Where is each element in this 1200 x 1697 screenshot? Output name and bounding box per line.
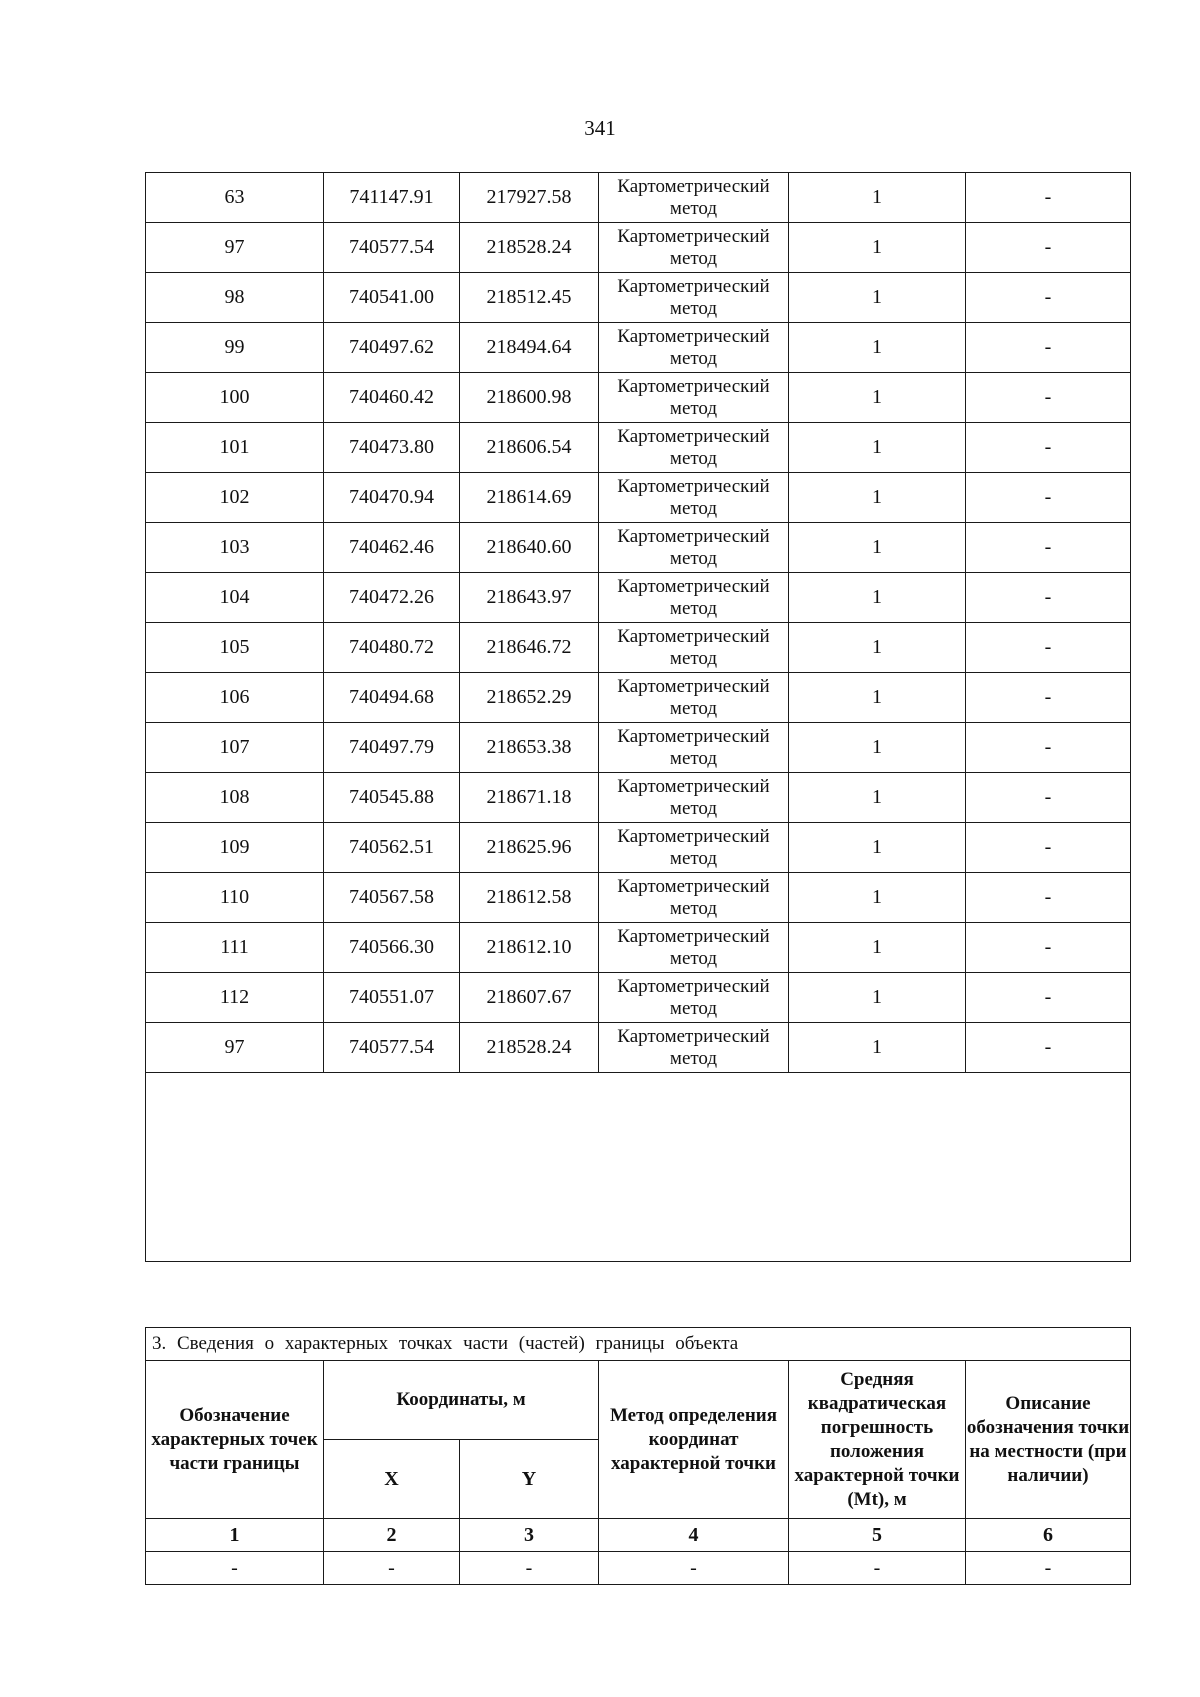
- table-row: [146, 923, 1131, 973]
- coordinate-table-body: [146, 173, 1131, 1262]
- description-cell: -: [966, 923, 1131, 973]
- x-coordinate-cell: 740472.26: [324, 573, 460, 623]
- description-cell: -: [966, 323, 1131, 373]
- column-number: 1: [146, 1519, 324, 1552]
- x-coordinate-cell: 740545.88: [324, 773, 460, 823]
- point-cell: 101: [146, 423, 324, 473]
- point-cell: 108: [146, 773, 324, 823]
- method-cell: Картометрический метод: [599, 323, 789, 373]
- method-cell: Картометрический метод: [599, 273, 789, 323]
- y-coordinate-cell: 218612.10: [460, 923, 599, 973]
- table-row: [146, 223, 1131, 273]
- table-row: [146, 373, 1131, 423]
- table-row: [146, 173, 1131, 223]
- accuracy-cell: 1: [789, 823, 966, 873]
- accuracy-cell: 1: [789, 223, 966, 273]
- y-coordinate-cell: 218640.60: [460, 523, 599, 573]
- x-coordinate-cell: 740497.79: [324, 723, 460, 773]
- x-coordinate-cell: 740577.54: [324, 1023, 460, 1073]
- page-number: 341: [584, 116, 616, 140]
- y-coordinate-cell: 218646.72: [460, 623, 599, 673]
- point-cell: 97: [146, 223, 324, 273]
- description-cell: -: [966, 723, 1131, 773]
- y-coordinate-cell: 217927.58: [460, 173, 599, 223]
- empty-cell: -: [146, 1552, 324, 1585]
- method-cell: Картометрический метод: [599, 873, 789, 923]
- method-cell: Картометрический метод: [599, 773, 789, 823]
- accuracy-cell: 1: [789, 323, 966, 373]
- accuracy-cell: 1: [789, 773, 966, 823]
- method-cell: Картометрический метод: [599, 473, 789, 523]
- y-coordinate-cell: 218653.38: [460, 723, 599, 773]
- column-number: 5: [789, 1519, 966, 1552]
- y-coordinate-cell: 218643.97: [460, 573, 599, 623]
- point-cell: 111: [146, 923, 324, 973]
- description-cell: -: [966, 773, 1131, 823]
- method-cell: Картометрический метод: [599, 1023, 789, 1073]
- y-coordinate-cell: 218494.64: [460, 323, 599, 373]
- description-cell: -: [966, 823, 1131, 873]
- y-coordinate-cell: 218625.96: [460, 823, 599, 873]
- method-cell: Картометрический метод: [599, 673, 789, 723]
- accuracy-cell: 1: [789, 423, 966, 473]
- accuracy-cell: 1: [789, 673, 966, 723]
- method-cell: Картометрический метод: [599, 573, 789, 623]
- accuracy-cell: 1: [789, 523, 966, 573]
- header-y: Y: [460, 1440, 599, 1519]
- x-coordinate-cell: 740577.54: [324, 223, 460, 273]
- column-numbers-row: [146, 1519, 1131, 1552]
- description-cell: -: [966, 423, 1131, 473]
- point-cell: 104: [146, 573, 324, 623]
- point-cell: 110: [146, 873, 324, 923]
- header-method: Метод определения координат характерной точки: [599, 1361, 789, 1519]
- table-row: [146, 823, 1131, 873]
- x-coordinate-cell: 740470.94: [324, 473, 460, 523]
- description-cell: -: [966, 473, 1131, 523]
- point-cell: 105: [146, 623, 324, 673]
- y-coordinate-cell: 218652.29: [460, 673, 599, 723]
- point-cell: 103: [146, 523, 324, 573]
- table-row: [146, 523, 1131, 573]
- method-cell: Картометрический метод: [599, 523, 789, 573]
- method-cell: Картометрический метод: [599, 423, 789, 473]
- accuracy-cell: 1: [789, 873, 966, 923]
- description-cell: -: [966, 373, 1131, 423]
- method-cell: Картометрический метод: [599, 223, 789, 273]
- accuracy-cell: 1: [789, 373, 966, 423]
- table-row: [146, 773, 1131, 823]
- x-coordinate-cell: 740566.30: [324, 923, 460, 973]
- point-cell: 102: [146, 473, 324, 523]
- description-cell: -: [966, 873, 1131, 923]
- empty-cell: -: [789, 1552, 966, 1585]
- y-coordinate-cell: 218512.45: [460, 273, 599, 323]
- x-coordinate-cell: 740473.80: [324, 423, 460, 473]
- x-coordinate-cell: 740562.51: [324, 823, 460, 873]
- accuracy-cell: 1: [789, 273, 966, 323]
- accuracy-cell: 1: [789, 623, 966, 673]
- column-number: 3: [460, 1519, 599, 1552]
- column-number: 2: [324, 1519, 460, 1552]
- method-cell: Картометрический метод: [599, 973, 789, 1023]
- accuracy-cell: 1: [789, 723, 966, 773]
- point-cell: 97: [146, 1023, 324, 1073]
- accuracy-cell: 1: [789, 923, 966, 973]
- point-cell: 106: [146, 673, 324, 723]
- description-cell: -: [966, 973, 1131, 1023]
- accuracy-cell: 1: [789, 473, 966, 523]
- table-row: [146, 423, 1131, 473]
- x-coordinate-cell: 740551.07: [324, 973, 460, 1023]
- point-cell: 99: [146, 323, 324, 373]
- description-cell: -: [966, 573, 1131, 623]
- point-cell: 98: [146, 273, 324, 323]
- y-coordinate-cell: 218612.58: [460, 873, 599, 923]
- point-cell: 100: [146, 373, 324, 423]
- method-cell: Картометрический метод: [599, 923, 789, 973]
- x-coordinate-cell: 740460.42: [324, 373, 460, 423]
- y-coordinate-cell: 218528.24: [460, 223, 599, 273]
- table-row: [146, 1023, 1131, 1073]
- description-cell: -: [966, 673, 1131, 723]
- table-row: [146, 573, 1131, 623]
- point-cell: 109: [146, 823, 324, 873]
- column-number: 4: [599, 1519, 789, 1552]
- y-coordinate-cell: 218528.24: [460, 1023, 599, 1073]
- table-row: [146, 973, 1131, 1023]
- accuracy-cell: 1: [789, 173, 966, 223]
- description-cell: -: [966, 223, 1131, 273]
- x-coordinate-cell: 740567.58: [324, 873, 460, 923]
- point-cell: 63: [146, 173, 324, 223]
- header-x: X: [324, 1440, 460, 1519]
- empty-data-row: [146, 1552, 1131, 1585]
- method-cell: Картометрический метод: [599, 173, 789, 223]
- table-row: [146, 873, 1131, 923]
- x-coordinate-cell: 740541.00: [324, 273, 460, 323]
- section-caption: 3. Сведения о характерных точках части (частей) границы объекта: [146, 1328, 1131, 1361]
- method-cell: Картометрический метод: [599, 723, 789, 773]
- y-coordinate-cell: 218614.69: [460, 473, 599, 523]
- method-cell: Картометрический метод: [599, 823, 789, 873]
- method-cell: Картометрический метод: [599, 623, 789, 673]
- header-point-designation: Обозначение характерных точек части границы: [146, 1361, 324, 1519]
- blank-cell: [146, 1073, 1131, 1262]
- empty-cell: -: [966, 1552, 1131, 1585]
- header-accuracy: Средняя квадратическая погрешность положения характерной точки (Mt), м: [789, 1361, 966, 1519]
- y-coordinate-cell: 218607.67: [460, 973, 599, 1023]
- x-coordinate-cell: 740494.68: [324, 673, 460, 723]
- point-cell: 107: [146, 723, 324, 773]
- header-description: Описание обозначения точки на местности (при наличии): [966, 1361, 1131, 1519]
- description-cell: -: [966, 273, 1131, 323]
- accuracy-cell: 1: [789, 573, 966, 623]
- description-cell: -: [966, 1023, 1131, 1073]
- method-cell: Картометрический метод: [599, 373, 789, 423]
- empty-cell: -: [599, 1552, 789, 1585]
- coordinate-table: [145, 172, 1131, 1262]
- table-row: [146, 323, 1131, 373]
- table-row: [146, 623, 1131, 673]
- y-coordinate-cell: 218600.98: [460, 373, 599, 423]
- y-coordinate-cell: 218606.54: [460, 423, 599, 473]
- part-boundary-points-table: [145, 1327, 1131, 1585]
- description-cell: -: [966, 173, 1131, 223]
- header-coordinates: Координаты, м: [324, 1361, 599, 1440]
- accuracy-cell: 1: [789, 973, 966, 1023]
- description-cell: -: [966, 523, 1131, 573]
- table-row: [146, 723, 1131, 773]
- table-row: [146, 273, 1131, 323]
- x-coordinate-cell: 740480.72: [324, 623, 460, 673]
- point-cell: 112: [146, 973, 324, 1023]
- y-coordinate-cell: 218671.18: [460, 773, 599, 823]
- blank-row: [146, 1073, 1131, 1262]
- column-number: 6: [966, 1519, 1131, 1552]
- description-cell: -: [966, 623, 1131, 673]
- table-row: [146, 673, 1131, 723]
- x-coordinate-cell: 740497.62: [324, 323, 460, 373]
- accuracy-cell: 1: [789, 1023, 966, 1073]
- empty-cell: -: [460, 1552, 599, 1585]
- empty-cell: -: [324, 1552, 460, 1585]
- x-coordinate-cell: 741147.91: [324, 173, 460, 223]
- x-coordinate-cell: 740462.46: [324, 523, 460, 573]
- table-row: [146, 473, 1131, 523]
